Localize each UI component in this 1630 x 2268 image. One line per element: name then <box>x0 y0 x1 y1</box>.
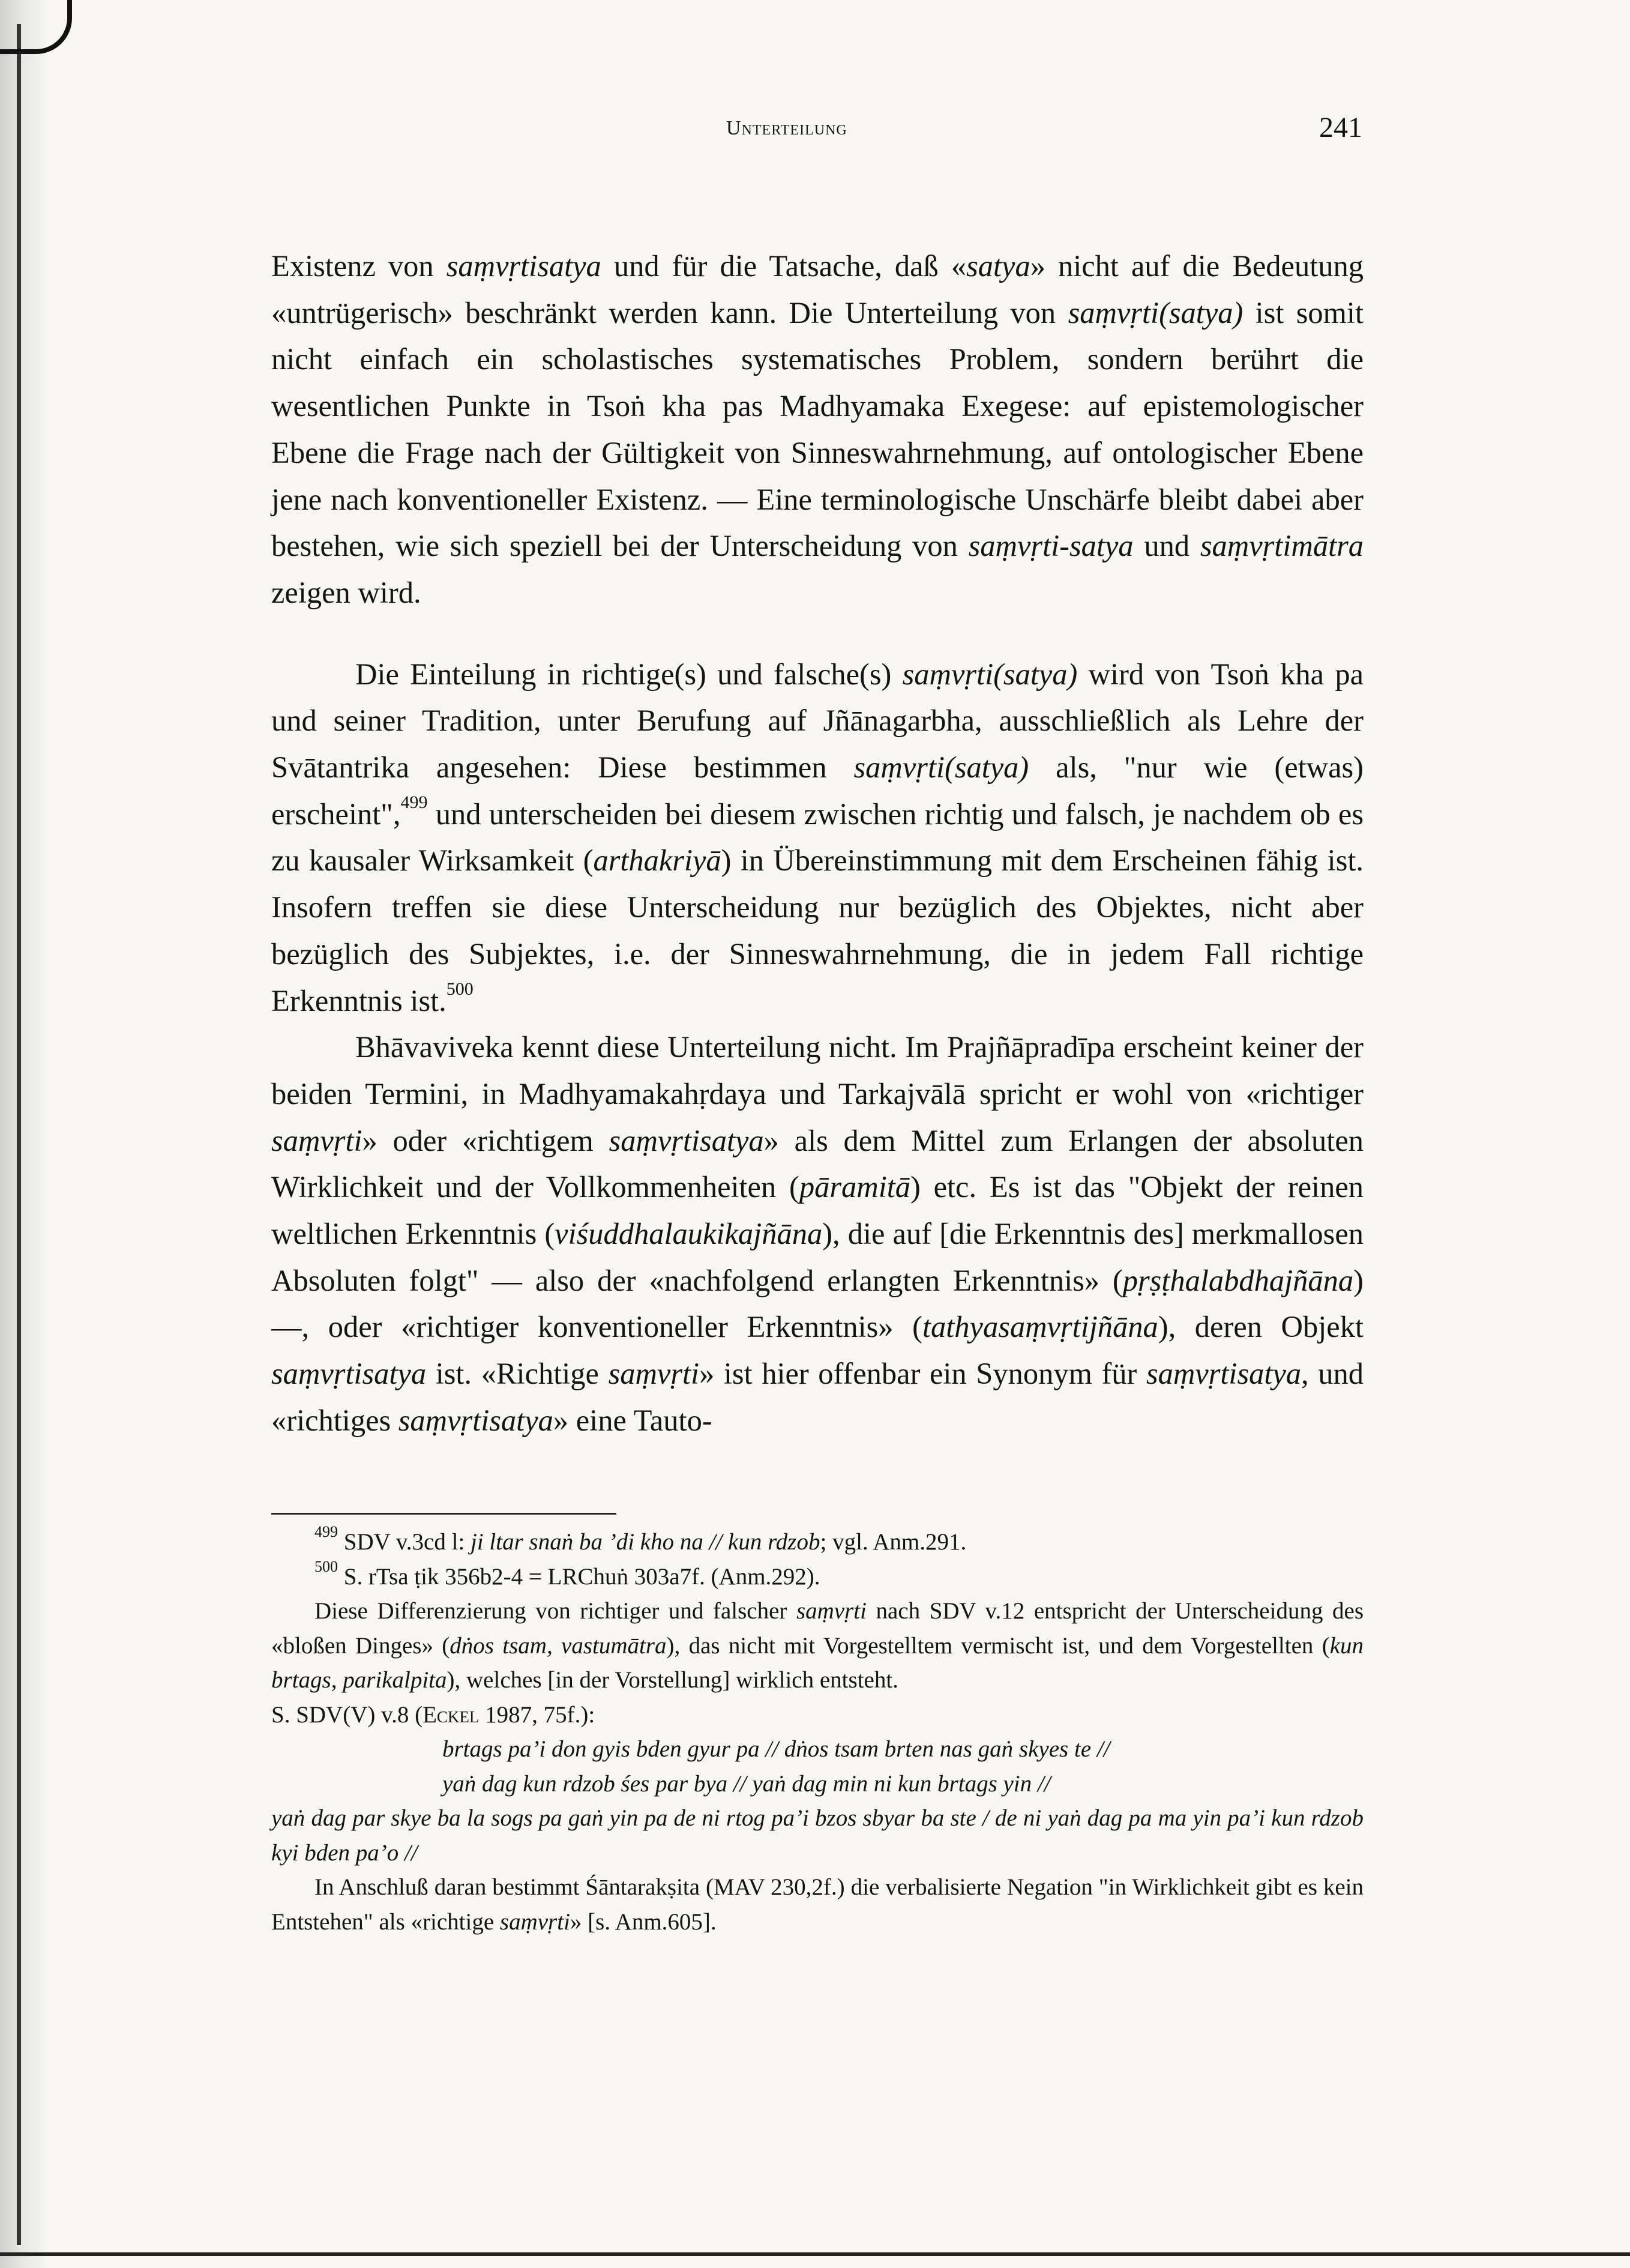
footnote-text: nach SDV v.12 entspricht der Unterscheidung des «bloßen Dinges» ( <box>271 1598 1364 1659</box>
footnote-text: ), welches [in der Vorstellung] wirklich entsteht. <box>447 1667 898 1693</box>
p2-text: Die Einteilung in richtige(s) und falsche(s) <box>355 657 903 691</box>
footnote-text: Diese Differenzierung von richtiger und falscher <box>314 1598 796 1624</box>
footnote-final <box>271 1870 1364 1939</box>
p3-text: ), die auf [die Erkenntnis des] merkmallosen Absoluten folgt" — also der «nachfolgend erlangten Erkenntnis» ( <box>271 1217 1364 1297</box>
p2-text: als, "nur wie (etwas) erscheint", <box>271 750 1364 831</box>
p2-text: wird von Tsoṅ kha pa und seiner Tradition, unter Berufung auf Jñānagarbha, ausschließlich als Lehre der Svātantrika angesehen: Diese bestimmen <box>271 657 1364 785</box>
footnote-text: In Anschluß daran bestimmt Śāntarakṣita (MAV 230,2f.) die verbalisierte Negation "in Wirklichkeit gibt es kein Entstehen" als «richtige <box>271 1874 1364 1935</box>
binding-corner-mark <box>0 0 72 54</box>
p3-term: saṃvṛti <box>271 1123 362 1157</box>
p3-term: saṃvṛti <box>608 1357 700 1391</box>
p2-term: arthakriyā <box>593 843 721 878</box>
footnote-term: saṃvṛti <box>796 1598 867 1624</box>
page-bottom-edge <box>0 2252 1630 2256</box>
footnote-text: 1987, 75f.): <box>479 1701 595 1728</box>
paragraph-gap <box>271 617 1364 651</box>
p3-text: ) —, oder «richtiger konventioneller Erkenntnis» ( <box>271 1263 1364 1344</box>
p3-text: Bhāvaviveka kennt diese Unterteilung nicht. Im Prajñāpradīpa erscheint keiner der beiden Termini, in Madhyamakahṛdaya und Tarkajvālā spricht er wohl von «richtiger <box>271 1030 1364 1111</box>
p1-term: satya <box>966 249 1030 283</box>
footnote-verse-line-2: yaṅ dag kun rdzob śes par bya // yaṅ dag min ni kun brtags yin // <box>442 1770 1051 1797</box>
p1-text: und für die Tatsache, daß « <box>601 249 967 283</box>
p3-text: » ist hier offenbar ein Synonym für <box>699 1357 1146 1391</box>
footnote-ref-499: 499 <box>400 792 428 812</box>
footnote-text: ), das nicht mit Vorgestelltem vermischt ist, und dem Vorgestellten ( <box>666 1632 1330 1659</box>
footnote-number: 500 <box>314 1557 338 1575</box>
p3-term: saṃvṛtisatya <box>609 1123 764 1157</box>
running-head: Unterteilung <box>726 117 847 139</box>
p1-text: Existenz von <box>271 249 447 283</box>
p3-text: » oder «richtigem <box>362 1123 609 1157</box>
p3-text: » als dem Mittel zum Erlangen der absoluten Wirklichkeit und der Vollkommenheiten ( <box>271 1123 1364 1204</box>
paragraph-3 <box>271 1024 1364 1444</box>
p2-term: saṃvṛti(satya) <box>853 750 1029 785</box>
footnote-text: S. rTsa ṭik 356b2-4 = LRChuṅ 303a7f. (Anm.292). <box>338 1563 820 1590</box>
footnote-text: SDV v.3cd l: <box>338 1529 471 1555</box>
footnote-500 <box>271 1557 1364 1594</box>
footnote-ref-500: 500 <box>446 979 474 999</box>
p1-text: » nicht auf die Bedeutung «untrügerisch» beschränkt werden kann. Die Unterteilung von <box>271 249 1364 330</box>
p3-term: pṛṣṭhalabdhajñāna <box>1122 1263 1354 1297</box>
footnotes <box>271 1525 1364 1939</box>
p1-term: saṃvṛti(satya) <box>1068 295 1244 330</box>
p3-term: viśuddhalaukikajñāna <box>555 1217 823 1251</box>
page-header <box>270 111 1362 153</box>
p3-text: ist. «Richtige <box>426 1357 609 1391</box>
footnote-term: saṃvṛti <box>499 1908 570 1935</box>
footnote-term: dṅos tsam, vastumātra <box>450 1632 667 1659</box>
p1-text: und <box>1133 529 1200 563</box>
p1-term: saṃvṛti-satya <box>968 529 1134 563</box>
p3-text: , und «richtiges <box>271 1357 1364 1437</box>
footnote-500-continuation <box>271 1594 1364 1698</box>
footnote-author: Eckel <box>423 1701 480 1728</box>
p3-text: » eine Tauto- <box>553 1403 712 1437</box>
footnote-499 <box>271 1525 1364 1560</box>
p1-term: saṃvṛtisatya <box>446 249 601 283</box>
p3-term: pāramitā <box>799 1170 911 1204</box>
body-text <box>271 243 1364 1444</box>
p2-text: und unterscheiden bei diesem zwischen richtig und falsch, je nachdem ob es zu kausaler Wirksamkeit ( <box>271 797 1364 878</box>
p3-term: saṃvṛtisatya <box>1146 1357 1302 1391</box>
p3-term: saṃvṛtisatya <box>398 1403 553 1437</box>
p3-text: ) etc. Es ist das "Objekt der reinen weltlichen Erkenntnis ( <box>271 1170 1364 1251</box>
footnote-separator <box>271 1513 616 1515</box>
p3-text: ), deren Objekt <box>1158 1310 1364 1344</box>
footnote-text: » [s. Anm.605]. <box>570 1908 717 1935</box>
footnote-citation <box>271 1698 1364 1733</box>
p2-text: ) in Übereinstimmung mit dem Erscheinen fähig ist. Insofern treffen sie diese Unterscheidung nur bezüglich des Objektes, nicht aber bezüglich des Subjektes, i.e. der Sinneswahrnehmung, die in jedem Fall richtige Erkenntnis ist. <box>271 843 1364 1018</box>
footnote-number: 499 <box>314 1523 338 1541</box>
p3-term: tathyasaṃvṛtijñāna <box>922 1310 1158 1344</box>
paragraph-2 <box>271 651 1364 1025</box>
p3-term: saṃvṛtisatya <box>271 1357 427 1391</box>
footnote-verse-line-1: brtags pa’i don gyis bden gyur pa // dṅos tsam brten nas gaṅ skyes te // <box>442 1736 1110 1762</box>
p2-term: saṃvṛti(satya) <box>902 657 1078 691</box>
book-binding-shadow <box>0 0 48 2268</box>
page-number: 241 <box>1319 112 1362 143</box>
p1-text: ist somit nicht einfach ein scholastisches systematisches Problem, sondern berührt die wesentlichen Punkte in Tsoṅ kha pas Madhyamaka Exegese: auf epistemologischer Ebene die Frage nach der Gültigkeit von Sinneswahrnehmung, auf ontologischer Ebene jene nach konventioneller Existenz. — Eine terminologische Unschärfe bleibt dabei aber bestehen, wie sich speziell bei der Unterscheidung von <box>271 295 1364 563</box>
footnote-text: S. SDV(V) v.8 ( <box>271 1701 423 1728</box>
p1-term: saṃvṛtimātra <box>1200 529 1364 563</box>
binding-edge-line <box>17 24 21 2245</box>
footnote-commentary: yaṅ dag par skye ba la sogs pa gaṅ yin pa de ni rtog pa’i bzos sbyar ba ste / de ni yaṅ dag pa ma yin pa’i kun rdzob kyi bden pa’o // <box>271 1805 1364 1866</box>
footnote-text: ; vgl. Anm.291. <box>820 1529 967 1555</box>
footnote-term: kun brtags, parikalpita <box>271 1632 1364 1693</box>
p1-text: zeigen wird. <box>271 575 421 609</box>
paragraph-1 <box>271 243 1364 617</box>
footnote-term: ji ltar snaṅ ba ’di kho na // kun rdzob <box>471 1529 820 1555</box>
